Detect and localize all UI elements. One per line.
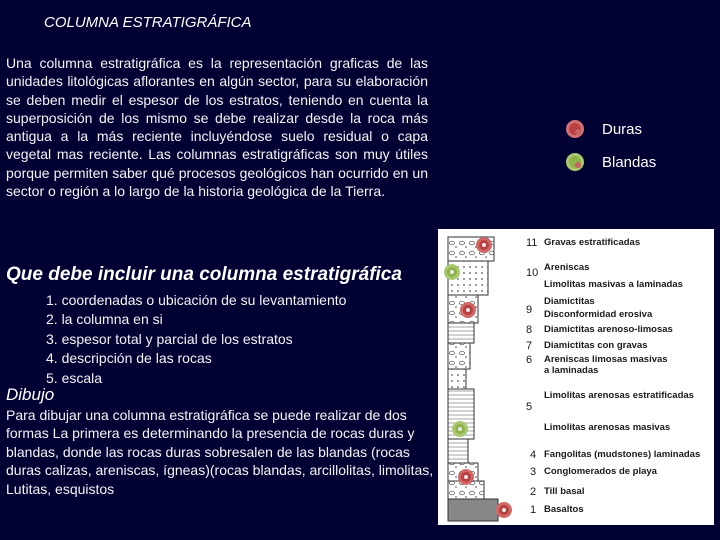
layer-number: 7 (526, 340, 533, 352)
stratigraphic-column-drawing (438, 229, 714, 525)
layer-label: Areniscas limosas masivas (544, 354, 668, 365)
dibujo-heading: Dibujo (6, 385, 55, 404)
hard-rock-pin-icon (496, 502, 512, 518)
list-item: 4. descripción de las rocas (46, 350, 212, 367)
layer-number: 9 (526, 304, 533, 316)
layer-label: Basaltos (544, 504, 584, 515)
layer-label: Conglomerados de playa (544, 466, 657, 477)
layer-8 (448, 323, 474, 343)
layer-label: Diamictitas con gravas (544, 340, 648, 351)
layer-label: Till basal (544, 486, 585, 497)
hard-rock-pin-icon (458, 469, 474, 485)
layer-number: 1 (530, 504, 537, 516)
soft-rock-pin-icon (452, 421, 468, 437)
layer-label: Disconformidad erosiva (544, 309, 653, 320)
layer-label: Diamictitas (544, 296, 595, 307)
layer-number: 4 (530, 449, 537, 461)
layer-number: 5 (526, 401, 533, 413)
slide-title: COLUMNA ESTRATIGRÁFICA (44, 14, 252, 31)
layer-label: Diamictitas arenoso-limosas (544, 324, 673, 335)
layer-label: a laminadas (544, 365, 599, 376)
list-item: 5. escala (46, 369, 103, 386)
hard-rock-pin-icon (476, 237, 492, 253)
hard-rock-marker-icon (566, 120, 584, 138)
hard-rock-pin-icon (460, 302, 476, 318)
dibujo-paragraph: Para dibujar una columna estratigráfica se puede realizar de dos formas La primera es determinando la presencia de rocas duras y blandas, donde las rocas duras sobresalen de las blandas (rocas duras calizas, areniscas, ígneas)(rocas blandas, arcillolitas, limolitas, Lutitas, esquistos (6, 407, 434, 497)
soft-rock-marker-icon (566, 153, 584, 171)
question-heading: Que debe incluir una columna estratigráfica (6, 264, 402, 285)
layer-number: 2 (530, 486, 537, 498)
legend-hard-label: Duras (602, 120, 643, 138)
layer-number: 11 (526, 237, 538, 249)
list-item: 2. la columna en si (46, 311, 163, 328)
layer-number: 3 (530, 466, 537, 478)
layer-6 (448, 369, 466, 389)
layer-number: 8 (526, 324, 533, 336)
layer-number: 10 (526, 267, 539, 279)
layer-7 (448, 343, 470, 369)
soft-rock-pin-icon (444, 264, 460, 280)
legend-soft-label: Blandas (602, 153, 657, 171)
layer-label: Limolitas arenosas estratificadas (544, 390, 694, 401)
layer-number: 6 (526, 354, 533, 366)
layer-label: Limolitas arenosas masivas (544, 422, 671, 433)
legend-hard (566, 120, 642, 138)
layer-label: Limolitas masivas a laminadas (544, 279, 683, 290)
list-item: 1. coordenadas o ubicación de su levantamiento (46, 292, 347, 308)
layer-label: Fangolitas (mudstones) laminadas (544, 449, 701, 460)
stratigraphic-column-figure (438, 229, 714, 525)
layer-4 (448, 439, 468, 463)
layer-1 (448, 499, 498, 521)
layer-label: Areniscas (544, 262, 590, 273)
list-item: 3. espesor total y parcial de los estratos (46, 330, 293, 347)
requirements-list (46, 291, 346, 388)
legend-soft (566, 153, 656, 171)
intro-paragraph: Una columna estratigráfica es la representación graficas de las unidades litológicas aflorantes en algún sector, para su elaboración se deben medir el espesor de los estratos, teniendo en cuenta la superposición de los mismo se debe realizar desde la roca más antigua a la más reciente incluyéndose suelo residual o capa vegetal mas reciente. Las columnas estratigráficas son muy útiles porque permiten saber qué procesos geológicos han ocurrido en un sector o región a lo largo de la historia geológica de la Tierra. (6, 55, 428, 200)
layer-label: Gravas estratificadas (544, 237, 641, 248)
